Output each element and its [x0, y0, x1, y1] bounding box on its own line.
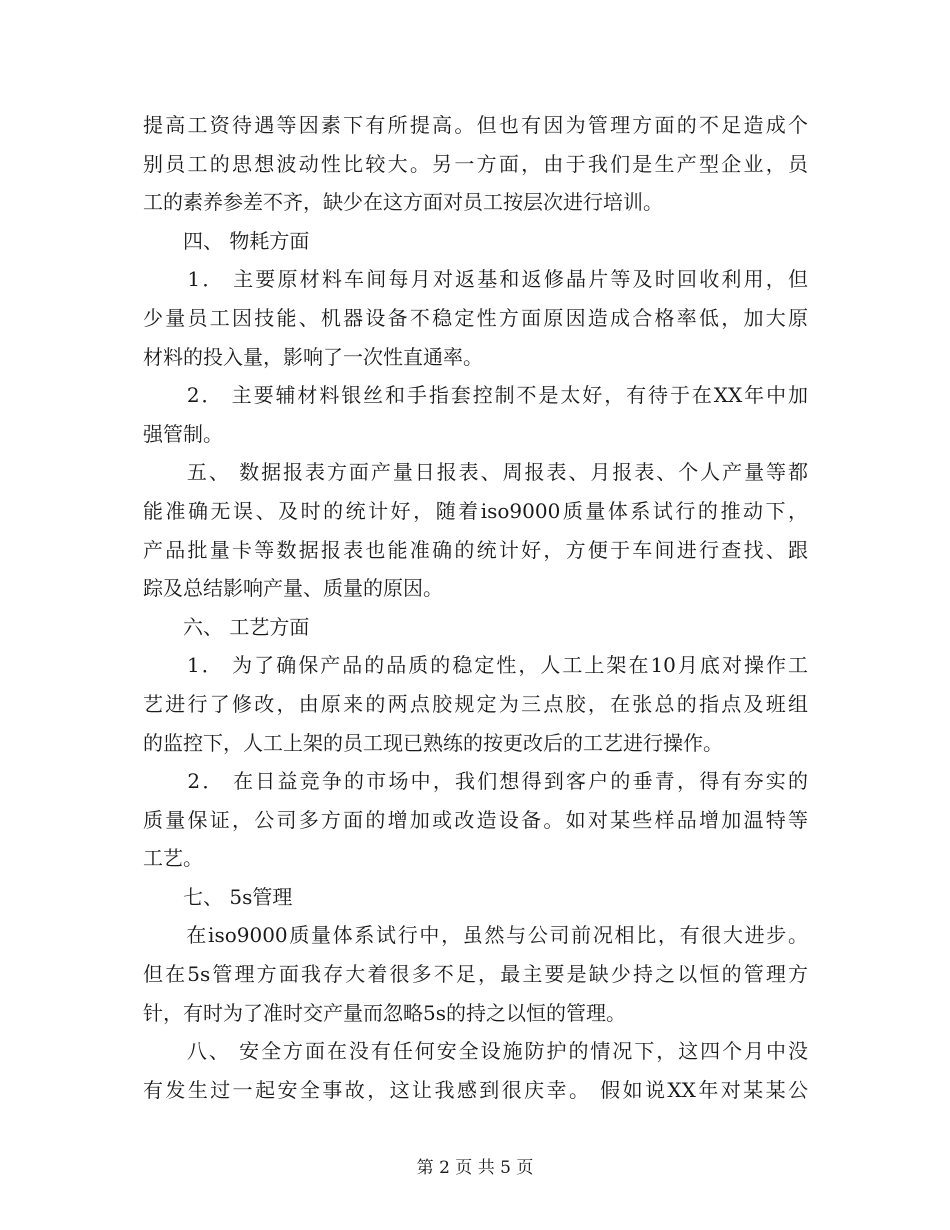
body-text	[143, 106, 808, 1109]
text-line-18: 2． 在日益竞争的市场中，我们想得到客户的垂青，得有夯实的	[143, 769, 808, 794]
text-line-20: 工艺。	[143, 846, 203, 871]
section-heading-7: 七、 5s管理	[143, 884, 293, 909]
section-heading-5: 五、 数据报表方面产量日报表、周报表、月报表、个人产量等都	[143, 460, 808, 485]
text-line-2: 别员工的思想波动性比较大。另一方面，由于我们是生产型企业，员	[143, 151, 808, 176]
text-line-23: 但在5s管理方面我存大着很多不足，最主要是缺少持之以恒的管理方	[143, 962, 808, 987]
text-line-19: 质量保证，公司多方面的增加或改造设备。如对某些样品增加温特等	[143, 807, 808, 832]
text-line-15: 1． 为了确保产品的品质的稳定性，人工上架在10月底对操作工	[143, 653, 808, 678]
text-line-1: 提高工资待遇等因素下有所提高。但也有因为管理方面的不足造成个	[143, 113, 808, 137]
text-line-22: 在iso9000质量体系试行中，虽然与公司前况相比，有很大进步。	[143, 923, 808, 948]
section-heading-4: 四、 物耗方面	[143, 228, 310, 253]
text-line-16: 艺进行了修改，由原来的两点胶规定为三点胶，在张总的指点及班组	[143, 691, 808, 716]
text-line-9: 强管制。	[143, 421, 223, 446]
text-line-11: 能准确无误、及时的统计好，随着iso9000质量体系试行的推动下，	[143, 498, 808, 523]
section-heading-8: 八、 安全方面在没有任何安全设施防护的情况下，这四个月中没	[143, 1039, 808, 1064]
text-line-17: 的监控下，人工上架的员工现已熟练的按更改后的工艺进行操作。	[143, 730, 723, 755]
text-line-26: 有发生过一起安全事故，这让我感到很庆幸。 假如说XX年对某某公	[143, 1077, 808, 1102]
page-number-footer: 第 2 页 共 5 页	[416, 1158, 534, 1178]
text-line-8: 2． 主要辅材料银丝和手指套控制不是太好，有待于在XX年中加	[143, 383, 808, 408]
section-heading-6: 六、 工艺方面	[143, 614, 310, 639]
text-line-3: 工的素养参差不齐，缺少在这方面对员工按层次进行培训。	[143, 190, 663, 215]
text-line-6: 少量员工因技能、机器设备不稳定性方面原因造成合格率低，加大原	[143, 305, 808, 330]
text-line-5: 1． 主要原材料车间每月对返基和返修晶片等及时回收利用，但	[143, 267, 808, 292]
text-line-12: 产品批量卡等数据报表也能准确的统计好，方便于车间进行查找、跟	[143, 537, 808, 562]
text-line-7: 材料的投入量，影响了一次性直通率。	[143, 344, 483, 369]
text-line-24: 针，有时为了准时交产量而忽略5s的持之以恒的管理。	[143, 1000, 626, 1025]
text-line-13: 踪及总结影响产量、质量的原因。	[143, 576, 443, 601]
